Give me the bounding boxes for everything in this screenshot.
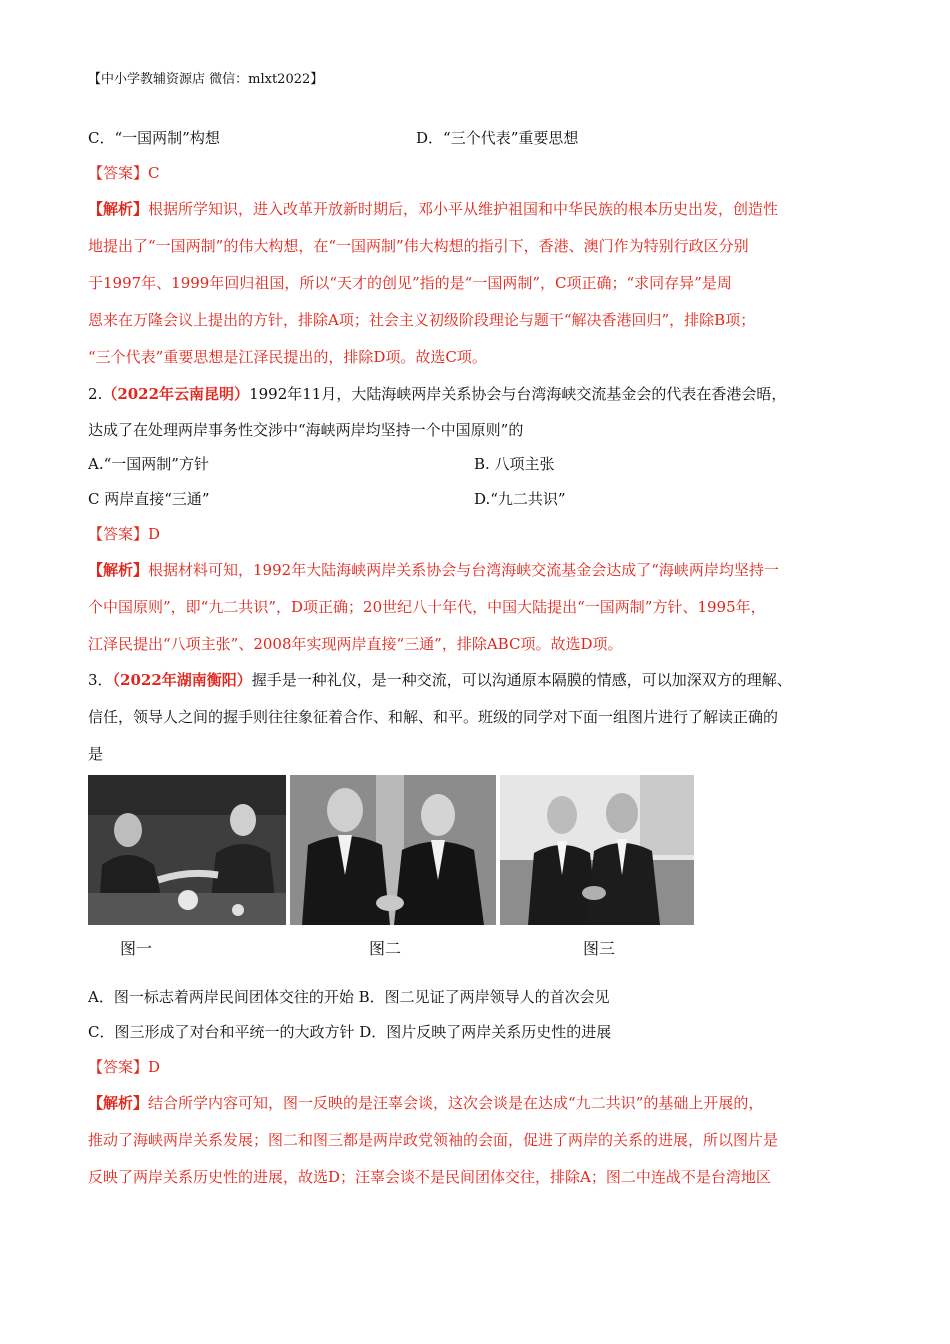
photo-one <box>88 775 286 925</box>
q1-analysis-line-5: “三个代表”重要思想是江泽民提出的，排除D项。故选C项。 <box>88 348 487 366</box>
q3-options-ab: A．图一标志着两岸民间团体交往的开始 B．图二见证了两岸领导人的首次会见 <box>88 988 610 1006</box>
q3-stem-line-1 <box>88 670 792 690</box>
q2-analysis-line-1 <box>88 560 779 580</box>
q2-option-c: C 两岸直接“三通” <box>88 490 210 508</box>
q1-analysis-line-3: 于1997年、1999年回归祖国，所以“天才的创见”指的是“一国两制”，C项正确；“求同存异”是周 <box>88 274 732 292</box>
caption-two: 图二 <box>369 939 402 958</box>
q2-analysis-line-2: 个中国原则”，即“九二共识”，D项正确；20世纪八十年代，中国大陆提出“一国两制”方针、1995年， <box>88 598 766 616</box>
photo-two-graphic <box>290 775 496 925</box>
q3-options-cd: C．图三形成了对台和平统一的大政方针 D．图片反映了两岸关系历史性的进展 <box>88 1023 612 1041</box>
q3-analysis-line-2: 推动了海峡两岸关系发展；图二和图三都是两岸政党领袖的会面，促进了两岸的关系的进展，所以图片是 <box>88 1131 779 1149</box>
q2-stem-text: 1992年11月，大陆海峡两岸关系协会与台湾海峡交流基金会的代表在香港会晤， <box>249 385 787 403</box>
q2-option-d: D.“九二共识” <box>474 490 566 508</box>
analysis-text: 结合所学内容可知，图一反映的是汪辜会谈，这次会谈是在达成“九二共识”的基础上开展的， <box>148 1094 764 1112</box>
analysis-label: 【解析】 <box>88 1094 149 1112</box>
q3-number: 3． <box>88 671 113 689</box>
q1-option-c: C．“一国两制”构想 <box>88 129 220 147</box>
q2-analysis-line-3: 江泽民提出“八项主张”、2008年实现两岸直接“三通”，排除ABC项。故选D项。 <box>88 635 623 653</box>
q3-analysis-line-3: 反映了两岸关系历史性的进展，故选D；汪辜会谈不是民间团体交往，排除A；图二中连战不是台湾地区 <box>88 1168 771 1186</box>
caption-three: 图三 <box>583 939 616 958</box>
q2-source: （2022年云南昆明） <box>102 385 250 403</box>
analysis-text: 根据材料可知，1992年大陆海峡两岸关系协会与台湾海峡交流基金会达成了“海峡两岸均坚持一 <box>148 561 779 579</box>
q1-analysis-line-4: 恩来在万隆会议上提出的方针，排除A项；社会主义初级阶段理论与题干“解决香港回归”，排除B项； <box>88 311 756 329</box>
caption-one: 图一 <box>120 939 153 958</box>
photo-two <box>290 775 496 925</box>
q3-answer: 【答案】D <box>88 1058 161 1076</box>
analysis-label: 【解析】 <box>88 200 149 218</box>
q2-stem-line-2: 达成了在处理两岸事务性交涉中“海峡两岸均坚持一个中国原则”的 <box>88 421 524 439</box>
photo-three-graphic <box>500 775 694 925</box>
q3-stem-line-2: 信任，领导人之间的握手则往往象征着合作、和解、和平。班级的同学对下面一组图片进行了解读正确的 <box>88 708 779 726</box>
q3-stem-line-3: 是 <box>88 745 104 763</box>
q2-answer: 【答案】D <box>88 525 161 543</box>
q2-option-a: A.“一国两制”方针 <box>88 455 209 473</box>
q2-stem-line-1 <box>88 384 786 404</box>
page-header: 【中小学教辅资源店 微信：mlxt2022】 <box>88 72 324 87</box>
q1-analysis-line-1 <box>88 199 778 219</box>
analysis-label: 【解析】 <box>88 561 149 579</box>
analysis-text: 根据所学知识，进入改革开放新时期后，邓小平从维护祖国和中华民族的根本历史出发，创造性 <box>148 200 779 218</box>
photo-three <box>500 775 694 925</box>
q3-stem-text: 握手是一种礼仪，是一种交流，可以沟通原本隔膜的情感，可以加深双方的理解、 <box>251 671 792 689</box>
q2-option-b: B. 八项主张 <box>474 455 555 473</box>
q2-number: 2. <box>88 385 103 403</box>
q1-option-d: D．“三个代表”重要思想 <box>416 129 579 147</box>
q1-analysis-line-2: 地提出了“一国两制”的伟大构想，在“一国两制”伟大构想的指引下，香港、澳门作为特别行政区分别 <box>88 237 749 255</box>
q3-source: （2022年湖南衡阳） <box>112 671 252 689</box>
photo-one-graphic <box>88 775 286 925</box>
q3-analysis-line-1 <box>88 1093 763 1113</box>
q1-answer: 【答案】C <box>88 164 160 182</box>
